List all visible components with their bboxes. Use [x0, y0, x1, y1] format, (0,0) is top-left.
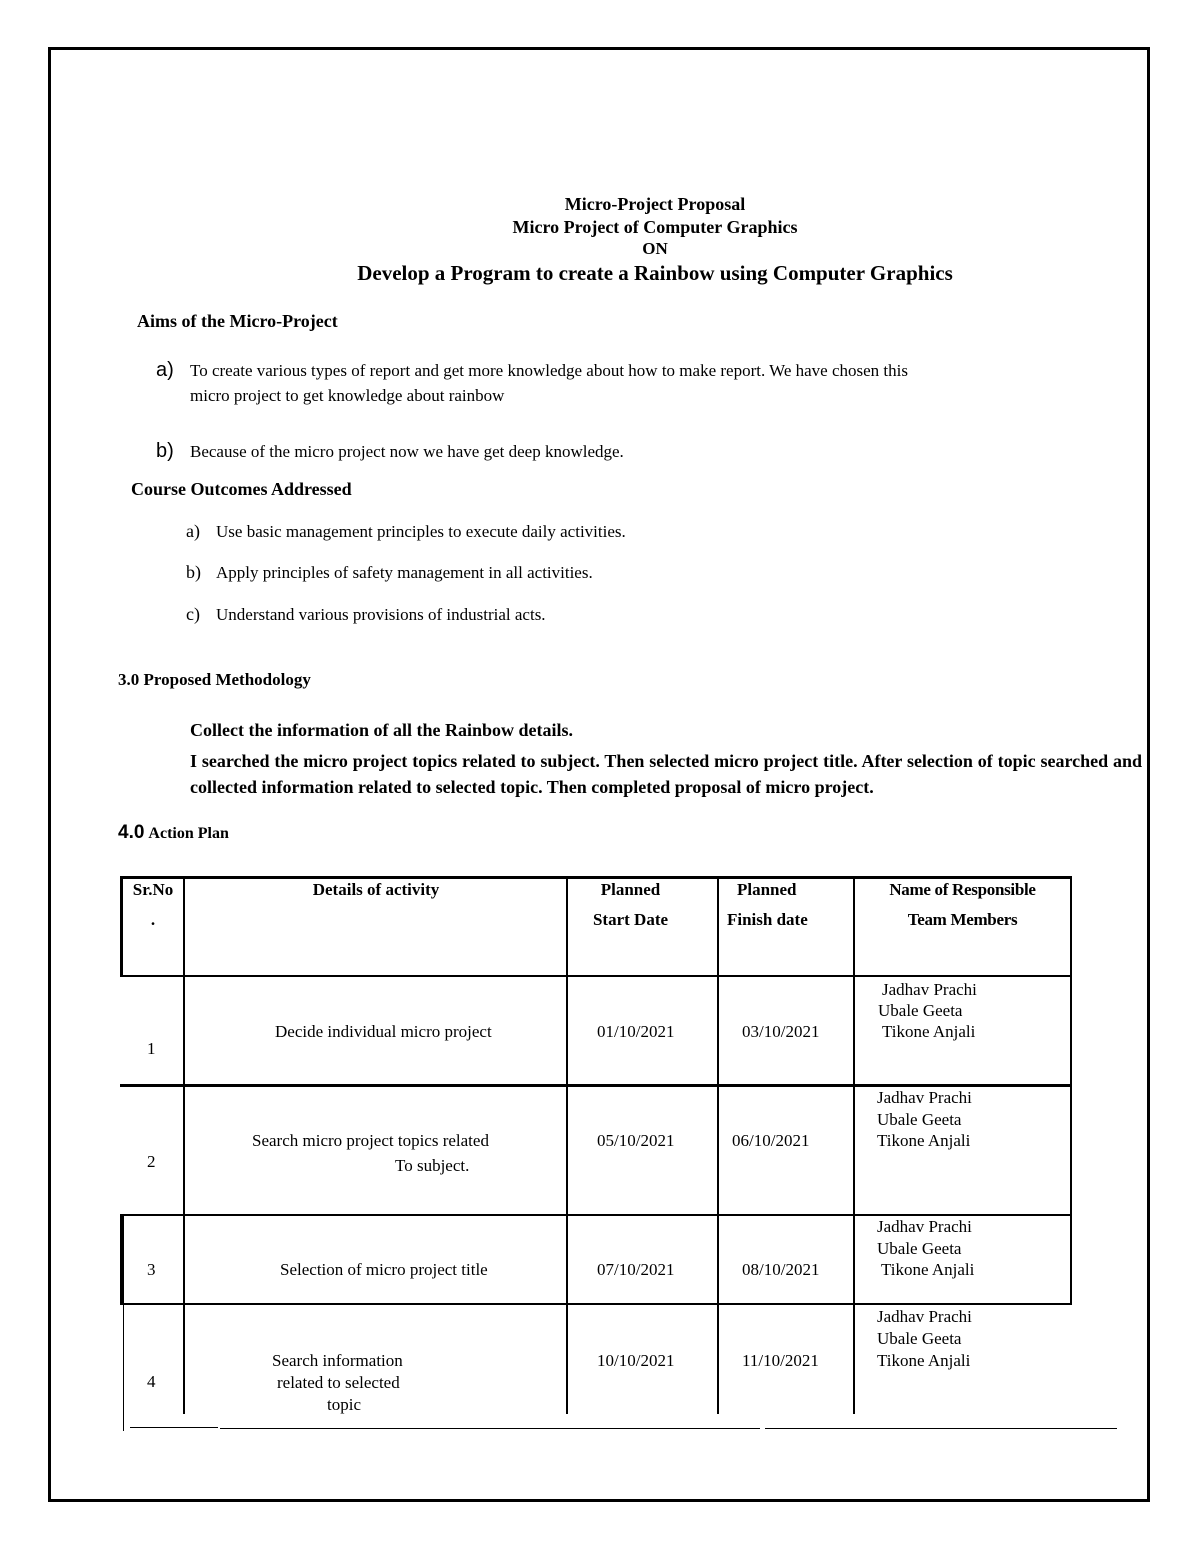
row3-activity: Selection of micro project title [280, 1260, 488, 1279]
row2-member-3: Tikone Anjali [877, 1131, 971, 1150]
header-members-line1: Name of Responsible [889, 880, 1036, 899]
proposal-label: Micro-Project Proposal [564, 194, 746, 214]
on-label: ON [642, 239, 668, 258]
table-header-divider [120, 975, 1072, 977]
row4-member-3: Tikone Anjali [877, 1351, 971, 1370]
row3-finish: 08/10/2021 [742, 1260, 820, 1279]
outcome-c-marker: c) [186, 604, 200, 624]
row4-no: 4 [147, 1372, 156, 1391]
header-srno-line1: Sr.No [132, 880, 174, 899]
header-finish-date [719, 875, 837, 935]
row1-member-3: Tikone Anjali [882, 1022, 976, 1041]
header-srno-line2: . [150, 910, 156, 929]
aim-b-line1: Because of the micro project now we have get deep knowledge. [190, 442, 624, 461]
outcome-a-marker: a) [186, 521, 200, 541]
outcomes-heading: Course Outcomes Addressed [131, 479, 352, 499]
row4-finish: 11/10/2021 [742, 1351, 819, 1370]
row1-no: 1 [147, 1039, 156, 1058]
outcome-a-text: Use basic management principles to execute daily activities. [216, 522, 626, 541]
row4-activity-line1: Search information [272, 1351, 403, 1370]
row-divider-3 [120, 1303, 1072, 1305]
aim-a-line2: micro project to get knowledge about rainbow [190, 386, 505, 405]
action-plan-heading [118, 822, 229, 844]
page-title: Develop a Program to create a Rainbow using Computer Graphics [357, 261, 953, 285]
header-start-line2: Start Date [592, 910, 669, 929]
row3-member-3: Tikone Anjali [881, 1260, 975, 1279]
row4-activity-line2: related to selected [277, 1373, 400, 1392]
col-divider-1 [183, 876, 185, 1414]
row4-start: 10/10/2021 [597, 1351, 675, 1370]
row2-no: 2 [147, 1152, 156, 1171]
action-plan-number: 4.0 [118, 822, 145, 843]
row4-activity-line3: topic [327, 1395, 361, 1414]
methodology-paragraph: I searched the micro project topics related to subject. Then selected micro project title. After selection of topic searched and collected information related to selected topic. Then completed proposal of micro project. [190, 751, 1142, 797]
aims-heading: Aims of the Micro-Project [137, 311, 338, 331]
table-bottom-line-c [765, 1428, 1117, 1429]
row1-member-1: Jadhav Prachi [882, 980, 977, 999]
row2-activity-line1: Search micro project topics related [252, 1131, 489, 1150]
col-divider-4 [853, 876, 855, 1414]
header-start-date [568, 875, 693, 935]
outcome-b-marker: b) [186, 562, 201, 582]
aim-a-marker: a) [156, 359, 174, 381]
outcome-c-text: Understand various provisions of industrial acts. [216, 605, 546, 624]
row4-member-1: Jadhav Prachi [877, 1307, 972, 1326]
header-members-line2: Team Members [907, 910, 1018, 929]
row2-start: 05/10/2021 [597, 1131, 675, 1150]
methodology-line1: Collect the information of all the Rainbow details. [190, 720, 573, 740]
row2-activity-line2: To subject. [395, 1156, 470, 1175]
action-plan-title: Action Plan [148, 825, 229, 842]
table-left-border-4 [123, 1304, 124, 1431]
row3-member-1: Jadhav Prachi [877, 1217, 972, 1236]
col-divider-3 [717, 876, 719, 1414]
header-finish-line2: Finish date [727, 910, 808, 929]
table-left-border-3 [120, 1214, 124, 1304]
subject-label: Micro Project of Computer Graphics [512, 217, 798, 237]
row1-finish: 03/10/2021 [742, 1022, 820, 1041]
row3-no: 3 [147, 1260, 156, 1279]
col-divider-2 [566, 876, 568, 1414]
aim-b-marker: b) [156, 440, 174, 462]
table-bottom-line-b [220, 1428, 760, 1429]
row1-activity: Decide individual micro project [275, 1022, 492, 1041]
action-plan-table [120, 876, 1072, 1416]
row2-member-1: Jadhav Prachi [877, 1088, 972, 1107]
row2-finish: 06/10/2021 [732, 1131, 810, 1150]
header-details: Details of activity [312, 880, 440, 899]
header-members [855, 875, 1070, 935]
aim-a-line1: To create various types of report and get more knowledge about how to make report. We have chosen this [190, 361, 908, 380]
header-start-line1: Planned [600, 880, 661, 899]
outcome-b-text: Apply principles of safety management in all activities. [216, 563, 593, 582]
table-right-border [1070, 876, 1072, 1304]
row3-start: 07/10/2021 [597, 1260, 675, 1279]
row1-member-2: Ubale Geeta [878, 1001, 963, 1020]
row3-member-2: Ubale Geeta [877, 1239, 962, 1258]
row2-member-2: Ubale Geeta [877, 1110, 962, 1129]
methodology-heading: 3.0 Proposed Methodology [118, 670, 311, 689]
table-bottom-line-a [130, 1427, 218, 1428]
header-finish-line1: Planned [737, 880, 797, 899]
header-srno [122, 875, 184, 935]
row1-start: 01/10/2021 [597, 1022, 675, 1041]
row4-member-2: Ubale Geeta [877, 1329, 962, 1348]
